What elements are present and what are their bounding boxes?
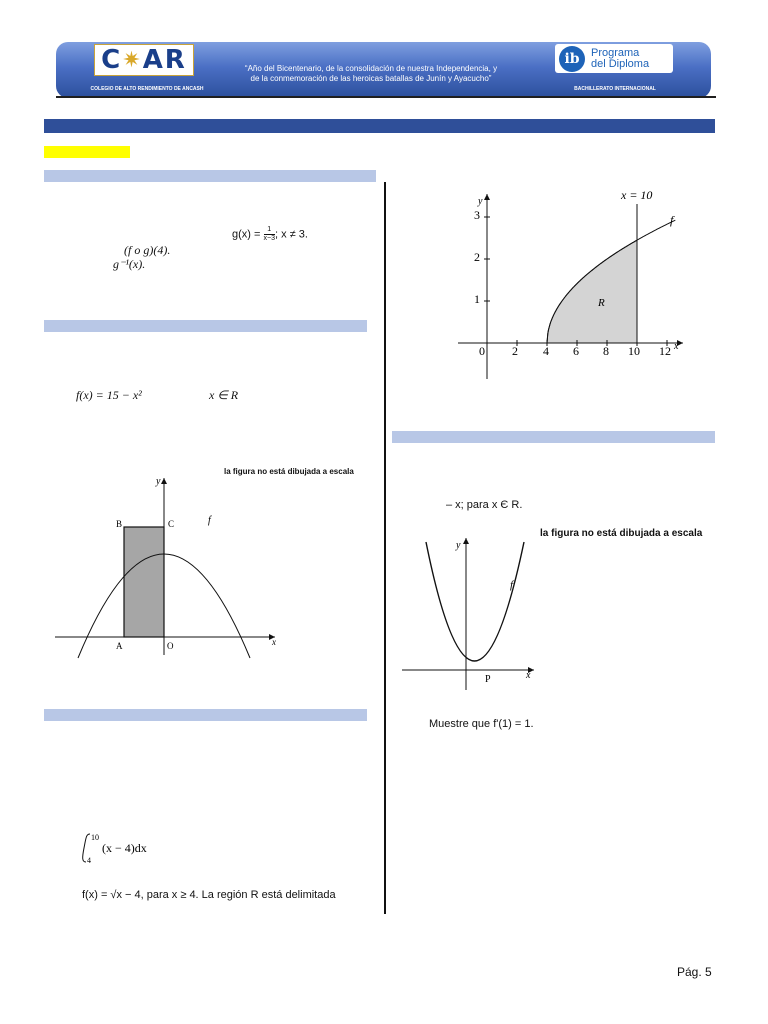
point-O: O [167,641,174,651]
title-bar [44,119,715,133]
ib-logo: ib Programa del Diploma [555,44,673,73]
x-tick-2: 2 [512,344,518,358]
point-C: C [168,519,175,529]
line-label-x10: x = 10 [621,188,653,202]
sun-icon: ✷ [122,47,143,73]
integral-upper: 10 [91,833,99,842]
page-number: Pág. 5 [677,965,712,979]
integrand: (x − 4)dx [102,841,147,855]
region-label-R: R [598,297,605,309]
coar-logo: C ✷ AR [94,44,194,76]
parabola-curve [426,542,524,661]
section-bar-4 [392,431,715,443]
ib-mark: ib [559,46,585,72]
point-P: P [485,674,491,685]
fog-expression: (f o g)(4). [124,243,171,257]
show-derivative: Muestre que f'(1) = 1. [429,718,534,730]
domain-expression: x ∈ R [209,388,239,402]
ginv-expression: g⁻¹(x). [113,257,146,271]
y-axis-label: y [478,196,483,207]
x-axis-label: x [526,670,531,681]
x-tick-4: 4 [543,344,549,358]
x-axis-label: x [674,341,679,352]
y-tick-2: 2 [474,250,480,264]
header-divider [56,96,716,98]
parabola-rectangle-graph [50,470,280,660]
region-R-graph [448,184,688,384]
f-definition: f(x) = 15 − x² [76,388,142,402]
f-sqrt-definition: f(x) = √x − 4, para x ≥ 4. La región R está delimitada [82,889,336,901]
g-definition: g(x) = $\frac{1}{x-3}$ ; x ≠ 3. [232,226,308,242]
y-tick-1: 1 [474,292,480,306]
x-tick-8: 8 [603,344,609,358]
x-tick-10: 10 [628,344,640,358]
coar-subtitle: COLEGIO DE ALTO RENDIMIENTO DE ANCASH [90,86,204,92]
section-bar-3 [44,709,367,721]
y-tick-3: 3 [474,208,480,222]
curve-label-f: f [510,579,514,591]
curve-label-f: f [208,515,211,526]
scale-note-1: la figura no está dibujada a escala [224,467,354,476]
x-axis-label: x [272,637,276,647]
parabola-P-graph [398,532,538,692]
scale-note-2: la figura no está dibujada a escala [540,528,703,539]
highlight-block [44,146,130,158]
x-tick-12: 12 [659,344,671,358]
column-divider [384,182,386,914]
ib-subtitle: BACHILLERATO INTERNACIONAL [574,86,656,92]
point-A: A [116,641,123,651]
y-axis-label: y [156,476,161,487]
curve-label-f: f [670,213,674,227]
region-R [547,240,637,343]
section-bar-2 [44,320,367,332]
integral-lower: 4 [87,856,91,865]
y-axis-label: y [456,540,461,551]
point-B: B [116,519,123,529]
g-equation-tail: – x; para x Є R. [446,499,523,511]
header-motto: “Año del Bicentenario, de la consolidación de nuestra Independencia, y de la conmemoración de las heroicas batallas de Junín y Ayacucho” [244,64,498,83]
x-tick-0: 0 [479,344,485,358]
section-bar-1 [44,170,376,182]
shaded-rectangle [124,527,164,637]
x-tick-6: 6 [573,344,579,358]
definite-integral [76,830,196,866]
